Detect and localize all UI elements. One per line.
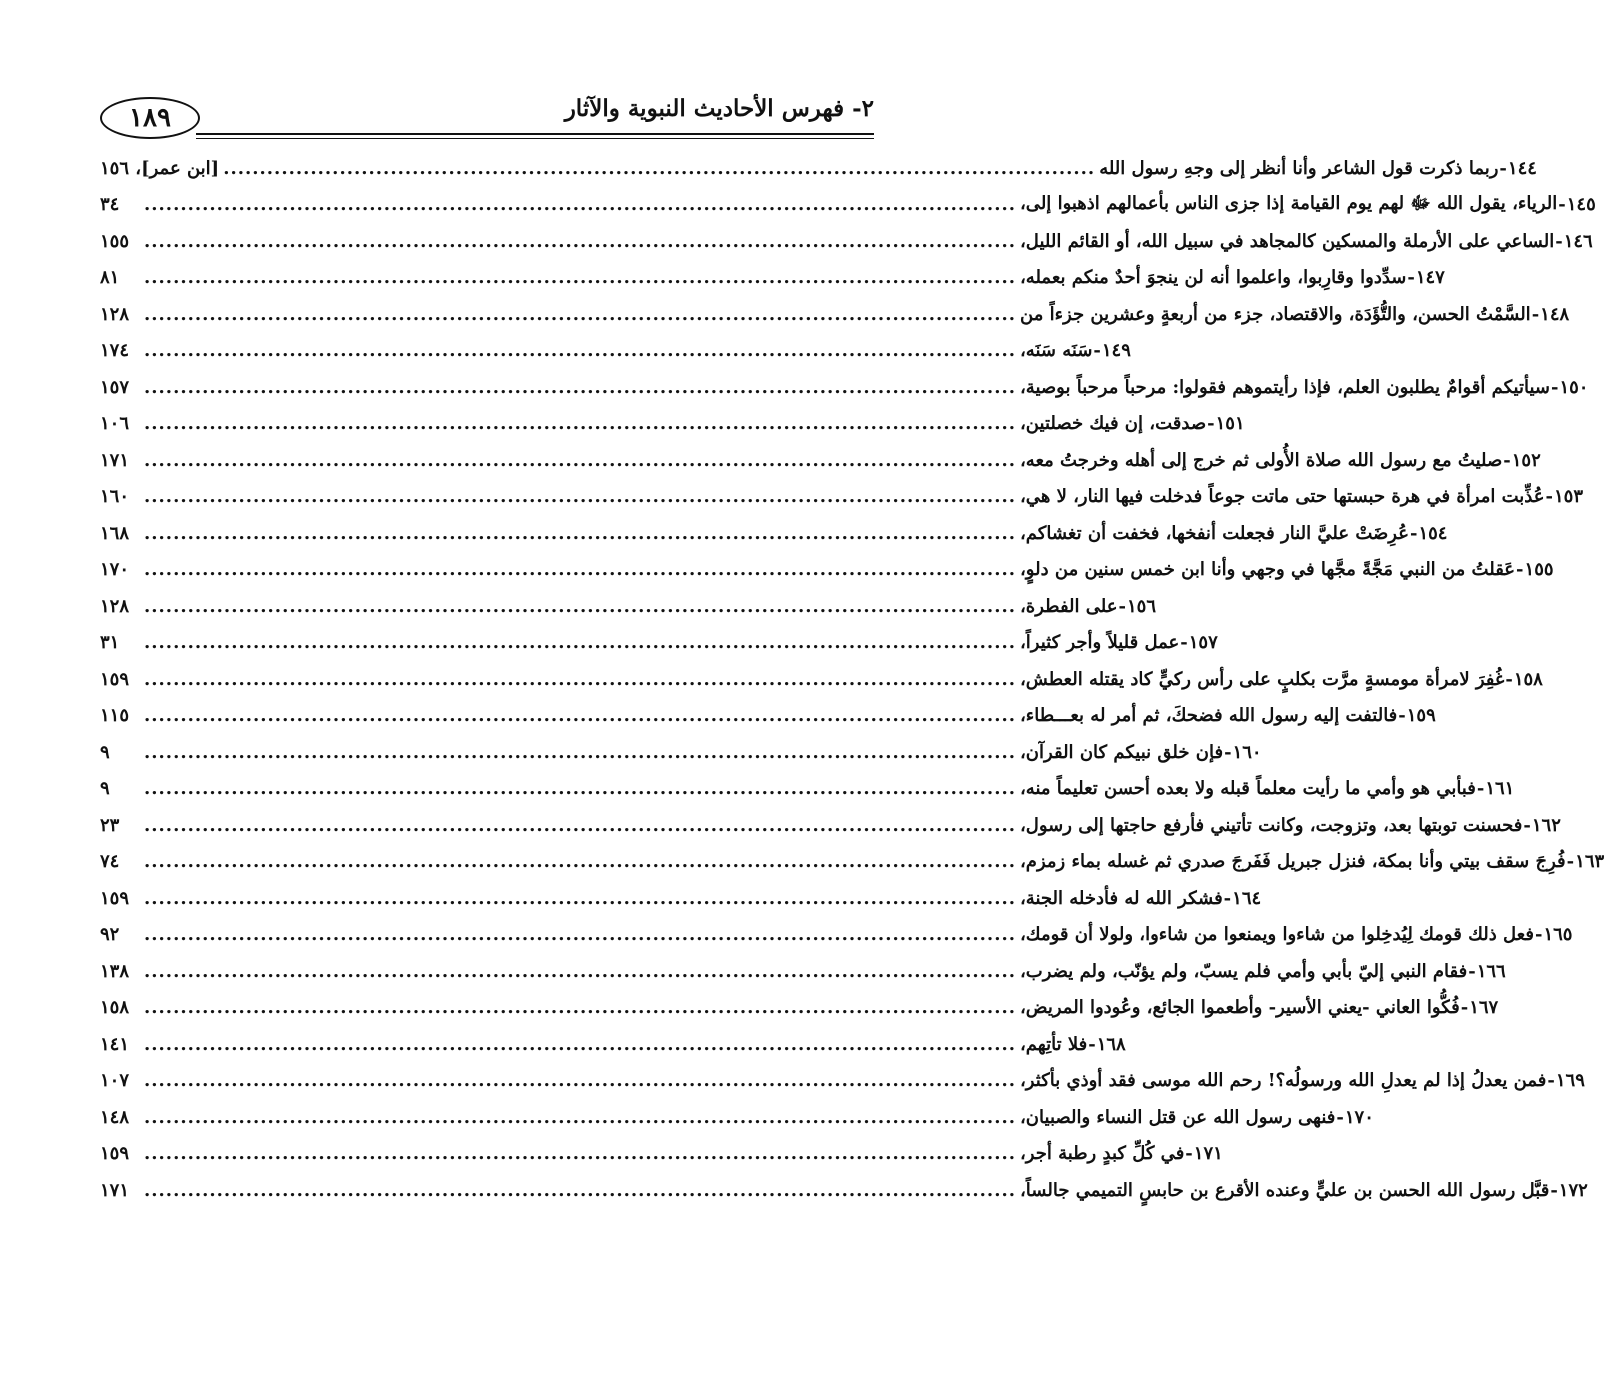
dot-leader: ........................................................................................................................: [144, 814, 1016, 836]
entry-text: فعل ذلك قومك لِيُدخِلوا من شاءوا ويمنعوا من شاءوا، ولولا أن قومك،: [1020, 924, 1534, 946]
entry-text: عمل قليلاً وأجر كثيراً،: [1020, 632, 1180, 654]
dot-leader: ........................................................................................................................: [144, 340, 1016, 362]
entry-page-ref: ١٦٨: [100, 522, 130, 544]
entry-text: فالتفت إليه رسول الله فضحكَ، ثم أمر له بعـــطاء،: [1020, 705, 1398, 727]
header-rule: [196, 133, 874, 135]
entry-dash: -: [1207, 413, 1215, 435]
index-entry: [100, 625, 1218, 662]
entry-dash: -: [1468, 960, 1476, 982]
entry-page-ref: ٧٤: [100, 851, 120, 873]
entry-number: ١٥٨: [1513, 668, 1543, 690]
entry-dash: -: [1223, 887, 1232, 909]
dot-leader: ........................................................................................................................: [144, 741, 1016, 763]
entry-page-ref: ٩٢: [100, 924, 120, 946]
entry-page-ref: ١١٥: [100, 705, 130, 727]
page-header: [100, 93, 874, 145]
index-entry: [100, 223, 1593, 260]
entry-text: قبَّل رسول الله الحسن بن عليٍّ وعنده الأقرع بن حابسٍ التميمي جالساً،: [1020, 1179, 1550, 1201]
entry-number: ١٤٥: [1566, 194, 1596, 216]
entry-dash: -: [1547, 1070, 1555, 1092]
dot-leader: ........................................................................................................................: [144, 1143, 1016, 1165]
entry-dash: -: [1523, 814, 1531, 836]
entry-text: فُكُّوا العاني -يعني الأسير- وأطعموا الجائع، وعُودوا المريض،: [1020, 997, 1460, 1019]
entry-number: ١٧٠: [1344, 1106, 1374, 1128]
entry-dash: -: [1505, 668, 1513, 690]
dot-leader: ........................................................................................................................: [144, 413, 1016, 435]
entry-page-ref: ١٧٤: [100, 340, 130, 362]
index-entry: [100, 698, 1436, 735]
dot-leader: ........................................................................................................................: [144, 303, 1016, 325]
entry-dash: -: [1516, 559, 1524, 581]
index-entry: [100, 917, 1573, 954]
dot-leader: ........................................................................................................................: [144, 705, 1016, 727]
entry-dash: -: [1503, 449, 1511, 471]
entry-dash: -: [1555, 230, 1563, 252]
entry-text: عَقلتُ من النبي مَجَّةً مجَّها في وجهي وأنا ابن خمس سنين من دلوٍ،: [1020, 559, 1516, 581]
entry-number: ١٦٧: [1469, 997, 1499, 1019]
entry-dash: -: [1550, 376, 1559, 398]
entry-dash: -: [1398, 705, 1406, 727]
entry-page-ref: ١٥٩: [100, 1143, 130, 1165]
entry-page-ref: [ابن عمر]، ١٥٦: [100, 157, 220, 179]
entry-number: ١٤٤: [1507, 157, 1537, 179]
entry-page-ref: ٣٤: [100, 194, 120, 216]
entry-number: ١٥٠: [1559, 376, 1589, 398]
index-entry: [100, 990, 1499, 1027]
index-entry: [100, 296, 1570, 333]
dot-leader: ........................................................................................................................: [144, 851, 1016, 873]
entry-dash: -: [1088, 1033, 1096, 1055]
entry-dash: -: [1185, 1143, 1193, 1165]
entry-text: فنهى رسول الله عن قتل النساء والصبيان،: [1020, 1106, 1336, 1128]
index-entry: [100, 442, 1541, 479]
dot-leader: ........................................................................................................................: [144, 778, 1016, 800]
entry-number: ١٤٦: [1563, 230, 1593, 252]
entry-dash: -: [1336, 1106, 1344, 1128]
index-entry: [100, 771, 1515, 808]
entry-dash: -: [1531, 303, 1540, 325]
entry-number: ١٥٧: [1188, 632, 1218, 654]
entry-text: الرياء، يقول الله ﷻ لهم يوم القيامة إذا جزى الناس بأعمالهم اذهبوا إلى،: [1020, 192, 1558, 214]
entry-number: ١٦٠: [1232, 741, 1262, 763]
entry-dash: -: [1550, 1179, 1558, 1201]
index-entry: [100, 260, 1445, 297]
hadith-index-list: [100, 150, 1604, 1209]
dot-leader: ........................................................................................................................: [144, 486, 1016, 508]
index-entry: [100, 333, 1131, 370]
index-entry: [100, 515, 1448, 552]
index-entry: [100, 1172, 1588, 1209]
entry-page-ref: ١٦٠: [100, 486, 130, 508]
entry-page-ref: ١٢٨: [100, 303, 130, 325]
entry-number: ١٥٩: [1406, 705, 1436, 727]
entry-text: فلا تأتِهم،: [1020, 1033, 1088, 1055]
entry-number: ١٥١: [1215, 413, 1245, 435]
entry-text: فحسنت توبتها بعد، وتزوجت، وكانت تأتيني فأرفع حاجتها إلى رسول،: [1020, 814, 1523, 836]
entry-number: ١٤٩: [1101, 340, 1131, 362]
entry-number: ١٦١: [1485, 778, 1515, 800]
entry-text: سَنَه سَنَه،: [1020, 340, 1093, 362]
dot-leader: ........................................................................................................................: [144, 559, 1016, 581]
entry-dash: -: [1566, 851, 1575, 873]
dot-leader: ........................................................................................................................: [144, 924, 1016, 946]
dot-leader: ........................................................................................................................: [144, 267, 1016, 289]
entry-dash: -: [1180, 632, 1188, 654]
index-entry: [100, 734, 1262, 771]
entry-dash: -: [1407, 267, 1415, 289]
entry-text: سيأتيكم أقوامٌ يطلبون العلم، فإذا رأيتموهم فقولوا: مرحباً مرحباً بوصية،: [1020, 376, 1550, 398]
dot-leader: ........................................................................................................................: [144, 997, 1016, 1019]
page-number: ١٨٩: [100, 97, 200, 139]
index-entry: [100, 844, 1604, 881]
index-entry: [100, 1026, 1126, 1063]
entry-number: ١٥٤: [1418, 522, 1448, 544]
entry-number: ١٦٣: [1575, 851, 1604, 873]
entry-text: في كُلِّ كبدٍ رطبة أجر،: [1020, 1143, 1185, 1165]
dot-leader: ........................................................................................................................: [144, 595, 1016, 617]
entry-text: السَّمْتُ الحسن، والتُّؤَدَة، والاقتصاد، جزء من أربعةٍ وعشرين جزءاً من: [1020, 303, 1531, 325]
entry-page-ref: ٨١: [100, 267, 120, 289]
entry-text: عُذِّبت امرأة في هرة حبستها حتى ماتت جوعاً فدخلت فيها النار، لا هي،: [1020, 486, 1545, 508]
entry-page-ref: ١٥٥: [100, 230, 130, 252]
entry-number: ١٦٢: [1531, 814, 1561, 836]
index-entry: [100, 369, 1589, 406]
entry-number: ١٦٨: [1096, 1033, 1126, 1055]
index-entry: [100, 479, 1583, 516]
entry-text: صدقت، إن فيك خصلتين،: [1020, 413, 1207, 435]
index-entry: [100, 1099, 1374, 1136]
entry-page-ref: ١٤٨: [100, 1106, 130, 1128]
entry-text: سدِّدوا وقارِبوا، واعلموا أنه لن ينجوَ أحدٌ منكم بعمله،: [1020, 267, 1407, 289]
dot-leader: ........................................................................................................................: [144, 194, 1016, 216]
entry-page-ref: ١٧١: [100, 449, 130, 471]
entry-number: ١٥٥: [1524, 559, 1554, 581]
entry-text: الساعي على الأرملة والمسكين كالمجاهد في سبيل الله، أو القائم الليل،: [1020, 230, 1555, 252]
entry-page-ref: ١٥٩: [100, 887, 130, 909]
entry-dash: -: [1224, 741, 1232, 763]
dot-leader: ........................................................................................................................: [144, 1106, 1016, 1128]
dot-leader: ........................................................................................................................: [144, 449, 1016, 471]
index-entry: [100, 1136, 1223, 1173]
dot-leader: ........................................................................................................................: [144, 1179, 1016, 1201]
entry-dash: -: [1409, 522, 1418, 544]
index-entry: [100, 953, 1506, 990]
entry-text: فمن يعدلُ إذا لم يعدلِ الله ورسولُه؟! رحم الله موسى فقد أوذي بأكثر،: [1020, 1070, 1547, 1092]
entry-text: فبأبي هو وأمي ما رأيت معلماً قبله ولا بعده أحسن تعليماً منه،: [1020, 778, 1476, 800]
entry-page-ref: ٩: [100, 778, 110, 800]
entry-page-ref: ٩: [100, 741, 110, 763]
entry-number: ١٧٢: [1558, 1179, 1588, 1201]
entry-text: ربما ذكرت قول الشاعر وأنا أنظر إلى وجهِ رسول الله: [1099, 157, 1499, 179]
dot-leader: ........................................................................................................................: [144, 230, 1016, 252]
entry-page-ref: ١٢٨: [100, 595, 130, 617]
entry-number: ١٦٥: [1543, 924, 1573, 946]
entry-dash: -: [1545, 486, 1553, 508]
entry-dash: -: [1534, 924, 1543, 946]
dot-leader: ........................................................................................................................: [144, 632, 1016, 654]
index-entry: [100, 807, 1561, 844]
entry-text: عُرِضَتْ عليَّ النار فجعلت أنفخها، فخفت أن تغشاكم،: [1020, 522, 1409, 544]
header-rule-thin: [196, 138, 874, 139]
entry-dash: -: [1460, 997, 1469, 1019]
entry-dash: -: [1118, 595, 1126, 617]
index-entry: [100, 187, 1596, 224]
entry-dash: -: [1499, 157, 1507, 179]
entry-page-ref: ٢٣: [100, 814, 120, 836]
entry-text: فشكر الله له فأدخله الجنة،: [1020, 887, 1223, 909]
entry-number: ١٥٦: [1126, 595, 1156, 617]
entry-page-ref: ١٥٩: [100, 668, 130, 690]
entry-text: فقام النبي إليّ بأبي وأمي فلم يسبّ، ولم يؤنّب، ولم يضرب،: [1020, 960, 1468, 982]
entry-page-ref: ١٠٧: [100, 1070, 130, 1092]
entry-number: ١٧١: [1193, 1143, 1223, 1165]
dot-leader: ........................................................................................................................: [223, 157, 1096, 179]
entry-text: فُرِجَ سقف بيتي وأنا بمكة، فنزل جبريل فَفَرجَ صدري ثم غسله بماء زمزم،: [1020, 851, 1566, 873]
entry-page-ref: ١٧١: [100, 1179, 130, 1201]
entry-number: ١٥٢: [1511, 449, 1541, 471]
dot-leader: ........................................................................................................................: [144, 1033, 1016, 1055]
entry-dash: -: [1093, 340, 1101, 362]
entry-page-ref: ١٧٠: [100, 559, 130, 581]
entry-text: غُفِرَ لامرأة مومسةٍ مرَّت بكلبٍ على رأس ركيٍّ كاد يقتله العطش،: [1020, 668, 1505, 690]
entry-page-ref: ٣١: [100, 632, 120, 654]
entry-dash: -: [1558, 194, 1566, 216]
dot-leader: ........................................................................................................................: [144, 960, 1016, 982]
index-entry: [100, 406, 1245, 443]
index-entry: [100, 880, 1262, 917]
index-entry: [100, 1063, 1585, 1100]
dot-leader: ........................................................................................................................: [144, 887, 1016, 909]
entry-text: صليتُ مع رسول الله صلاة الأُولى ثم خرج إلى أهله وخرجتُ معه،: [1020, 449, 1503, 471]
index-entry: [100, 552, 1554, 589]
entry-number: ١٤٧: [1415, 267, 1445, 289]
entry-number: ١٦٦: [1476, 960, 1506, 982]
dot-leader: ........................................................................................................................: [144, 668, 1016, 690]
entry-page-ref: ١٥٧: [100, 376, 130, 398]
entry-page-ref: ١٠٦: [100, 413, 130, 435]
entry-number: ١٥٣: [1553, 486, 1583, 508]
dot-leader: ........................................................................................................................: [144, 1070, 1016, 1092]
index-entry: [100, 588, 1156, 625]
running-title: ٢- فهرس الأحاديث النبوية والآثار: [564, 95, 874, 122]
entry-number: ١٤٨: [1540, 303, 1570, 325]
index-entry: [100, 150, 1537, 187]
entry-page-ref: ١٥٨: [100, 997, 130, 1019]
entry-dash: -: [1476, 778, 1485, 800]
entry-page-ref: ١٤١: [100, 1033, 130, 1055]
dot-leader: ........................................................................................................................: [144, 376, 1016, 398]
index-entry: [100, 661, 1543, 698]
entry-text: على الفطرة،: [1020, 595, 1118, 617]
entry-text: فإن خلق نبيكم كان القرآن،: [1020, 741, 1224, 763]
entry-page-ref: ١٣٨: [100, 960, 130, 982]
entry-number: ١٦٩: [1555, 1070, 1585, 1092]
dot-leader: ........................................................................................................................: [144, 522, 1016, 544]
entry-number: ١٦٤: [1232, 887, 1262, 909]
